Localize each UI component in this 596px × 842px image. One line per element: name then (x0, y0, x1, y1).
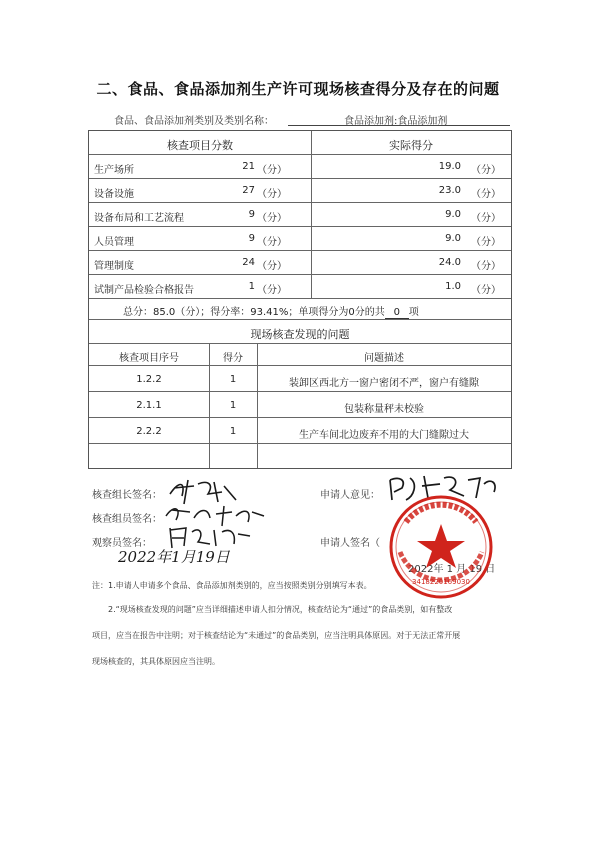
score-max: 24 (242, 257, 255, 268)
score-item: 人员管理 (94, 237, 134, 248)
issues-header (89, 344, 511, 366)
score-unit: （分） (257, 237, 287, 248)
category-value: 食品添加剂:食品添加剂 (344, 116, 448, 127)
issues-section-title-row (89, 320, 511, 344)
issue-score: 1 (229, 374, 237, 385)
score-table-header (89, 131, 511, 155)
issue-no: 2.1.1 (136, 400, 162, 411)
score-item: 生产场所 (94, 165, 134, 176)
score-row (89, 179, 511, 203)
date-left: 2022年1月19日 (118, 548, 230, 566)
issue-row (89, 418, 511, 444)
actual-unit: （分） (471, 165, 501, 176)
issue-row (89, 366, 511, 392)
note-2-line-1: 2.“现场核查发现的问题”应当详细描述申请人扣分情况，核查结论为“通过”的食品类别，如有整改 (108, 605, 453, 614)
summary-text (123, 303, 419, 319)
header-items-scores: 核查项目分数 (167, 139, 233, 152)
score-row (89, 275, 511, 299)
issue-score: 1 (229, 400, 237, 411)
score-row (89, 203, 511, 227)
score-max: 21 (242, 161, 255, 172)
issue-desc: 装卸区西北方一窗户密闭不严，窗户有缝隙 (289, 378, 479, 389)
issue-desc: 包装称量秤未校验 (344, 404, 424, 415)
issue-no: 2.2.2 (136, 426, 162, 437)
score-row (89, 227, 511, 251)
actual-unit: （分） (471, 237, 501, 248)
zero-score-label: 单项得分为0分的共 (298, 307, 385, 318)
actual-score: 1.0 (445, 281, 461, 292)
score-unit: （分） (257, 213, 287, 224)
applicant-opinion-label: 申请人意见： (320, 490, 380, 501)
actual-unit: （分） (471, 261, 501, 272)
issue-no: 1.2.2 (136, 374, 162, 385)
score-item: 试制产品检验合格报告 (94, 285, 194, 296)
actual-score: 9.0 (445, 233, 461, 244)
zero-score-unit: 项 (408, 307, 419, 318)
score-max: 27 (242, 185, 255, 196)
note-2-line-2: 项目，应当在报告中注明；对于核查结论为“未通过”的食品类别，应当注明具体原因。对于无法正常开展 (92, 631, 461, 640)
observer-sign-label: 观察员签名： (92, 538, 152, 549)
score-max: 9 (248, 209, 255, 220)
score-row (89, 155, 511, 179)
official-seal (386, 492, 496, 602)
date-right-year: 2022 (408, 564, 434, 575)
total-score: 总分：85.0（分）； (123, 307, 211, 318)
score-row (89, 251, 511, 275)
actual-score: 19.0 (438, 161, 461, 172)
category-label: 食品、食品添加剂类别及类别名称： (114, 116, 274, 127)
issue-score: 1 (229, 426, 237, 437)
page-title: 二、食品、食品添加剂生产许可现场核查得分及存在的问题 (96, 80, 500, 98)
actual-unit: （分） (471, 285, 501, 296)
zero-score-count: 0 (385, 307, 409, 319)
actual-score: 24.0 (438, 257, 461, 268)
summary-row (89, 299, 511, 320)
leader-sign-label: 核查组长签名： (92, 490, 162, 501)
score-item: 设备设施 (94, 189, 134, 200)
issue-desc: 生产车间北边废弃不用的大门缝隙过大 (299, 430, 469, 441)
score-max: 1 (248, 281, 255, 292)
actual-score: 9.0 (445, 209, 461, 220)
seal-code: 3418220169030 (412, 578, 470, 586)
note-1: 注：1.申请人申请多个食品、食品添加剂类别的，应当按照类别分别填写本表。 (92, 581, 372, 590)
date-right-rest: 年 1 月 19 日 (433, 564, 496, 575)
member-sign-label: 核查组员签名： (92, 514, 162, 525)
issue-row (89, 392, 511, 418)
issues-header-score: 得分 (223, 353, 243, 364)
issues-section-title: 现场核查发现的问题 (250, 328, 350, 341)
score-unit: （分） (257, 285, 287, 296)
score-unit: （分） (257, 189, 287, 200)
category-row (114, 112, 448, 127)
score-table (88, 130, 512, 469)
issues-header-desc: 问题描述 (364, 353, 404, 364)
score-item: 设备布局和工艺流程 (94, 213, 184, 224)
header-actual-score: 实际得分 (389, 139, 433, 152)
score-item: 管理制度 (94, 261, 134, 272)
actual-unit: （分） (471, 189, 501, 200)
actual-unit: （分） (471, 213, 501, 224)
issues-header-no: 核查项目序号 (119, 353, 179, 364)
issue-row-blank (89, 444, 511, 468)
score-rate: 得分率：93.41%； (210, 307, 299, 318)
score-unit: （分） (257, 165, 287, 176)
applicant-sign-label: 申请人签名（ (320, 538, 380, 549)
actual-score: 23.0 (438, 185, 461, 196)
score-max: 9 (248, 233, 255, 244)
note-2-line-3: 现场核查的，其具体原因应当注明。 (92, 657, 220, 666)
score-unit: （分） (257, 261, 287, 272)
